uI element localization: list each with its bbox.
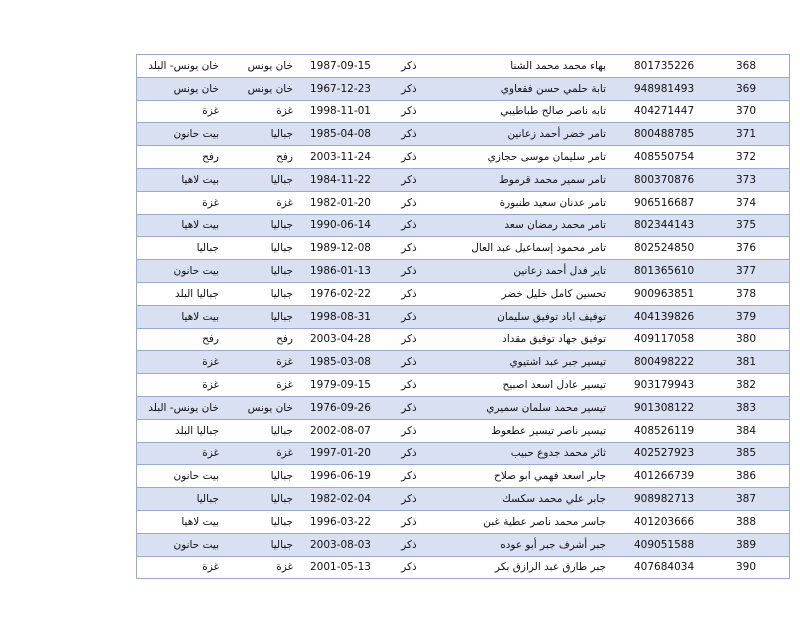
cell-full-name: تامر سمير محمد قرموط bbox=[443, 168, 610, 191]
table-row bbox=[137, 556, 790, 579]
cell-id-number: 401203666 bbox=[610, 510, 724, 533]
cell-governorate: غزة bbox=[223, 100, 297, 123]
cell-id-number: 404139826 bbox=[610, 305, 724, 328]
cell-area: بيت لاهيا bbox=[137, 214, 224, 237]
table-row bbox=[137, 123, 790, 146]
cell-area: بيت حانون bbox=[137, 533, 224, 556]
cell-id-number: 948981493 bbox=[610, 77, 724, 100]
cell-id-number: 404271447 bbox=[610, 100, 724, 123]
cell-area: جباليا البلد bbox=[137, 419, 224, 442]
cell-full-name: تابة حلمي حسن فقعاوي bbox=[443, 77, 610, 100]
cell-gender: ذكر bbox=[375, 488, 443, 511]
cell-area: بيت لاهيا bbox=[137, 510, 224, 533]
table-row bbox=[137, 419, 790, 442]
cell-governorate: خان يونس bbox=[223, 77, 297, 100]
cell-id-number: 801735226 bbox=[610, 55, 724, 78]
cell-area: غزة bbox=[137, 191, 224, 214]
cell-governorate: جباليا bbox=[223, 488, 297, 511]
cell-birth-date: 2003-11-24 bbox=[297, 146, 375, 169]
cell-gender: ذكر bbox=[375, 168, 443, 191]
cell-area: بيت حانون bbox=[137, 465, 224, 488]
cell-gender: ذكر bbox=[375, 510, 443, 533]
cell-gender: ذكر bbox=[375, 305, 443, 328]
cell-full-name: تابه ناصر صالح طباطيبي bbox=[443, 100, 610, 123]
cell-full-name: تامر محمد رمضان سعد bbox=[443, 214, 610, 237]
cell-birth-date: 1996-03-22 bbox=[297, 510, 375, 533]
cell-id-number: 408526119 bbox=[610, 419, 724, 442]
cell-gender: ذكر bbox=[375, 282, 443, 305]
cell-sequence-number: 384 bbox=[724, 419, 790, 442]
cell-sequence-number: 383 bbox=[724, 396, 790, 419]
cell-full-name: تيسير عادل اسعد اصبيح bbox=[443, 374, 610, 397]
table-row bbox=[137, 328, 790, 351]
cell-full-name: جاسر محمد ناصر عطية غبن bbox=[443, 510, 610, 533]
cell-sequence-number: 371 bbox=[724, 123, 790, 146]
cell-full-name: جابر اسعد فهمي ابو صلاح bbox=[443, 465, 610, 488]
cell-sequence-number: 370 bbox=[724, 100, 790, 123]
cell-sequence-number: 382 bbox=[724, 374, 790, 397]
cell-full-name: تيسير ناصر تيسير عطعوط bbox=[443, 419, 610, 442]
cell-sequence-number: 377 bbox=[724, 260, 790, 283]
cell-area: بيت لاهيا bbox=[137, 305, 224, 328]
cell-gender: ذكر bbox=[375, 556, 443, 579]
table-row bbox=[137, 465, 790, 488]
cell-governorate: جباليا bbox=[223, 168, 297, 191]
cell-id-number: 800498222 bbox=[610, 351, 724, 374]
table-row bbox=[137, 100, 790, 123]
cell-area: بيت حانون bbox=[137, 260, 224, 283]
cell-birth-date: 1990-06-14 bbox=[297, 214, 375, 237]
cell-governorate: جباليا bbox=[223, 282, 297, 305]
table-row bbox=[137, 374, 790, 397]
cell-sequence-number: 372 bbox=[724, 146, 790, 169]
cell-gender: ذكر bbox=[375, 533, 443, 556]
cell-sequence-number: 368 bbox=[724, 55, 790, 78]
table-row bbox=[137, 146, 790, 169]
cell-governorate: غزة bbox=[223, 556, 297, 579]
cell-full-name: ثائر محمد جدوع حبيب bbox=[443, 442, 610, 465]
cell-governorate: جباليا bbox=[223, 465, 297, 488]
cell-full-name: تامر محمود إسماعيل عبد العال bbox=[443, 237, 610, 260]
cell-id-number: 401266739 bbox=[610, 465, 724, 488]
cell-gender: ذكر bbox=[375, 442, 443, 465]
cell-birth-date: 1985-03-08 bbox=[297, 351, 375, 374]
cell-area: رفح bbox=[137, 328, 224, 351]
cell-id-number: 800370876 bbox=[610, 168, 724, 191]
cell-governorate: رفح bbox=[223, 328, 297, 351]
cell-full-name: توفيف اياد توفيق سليمان bbox=[443, 305, 610, 328]
cell-birth-date: 1997-01-20 bbox=[297, 442, 375, 465]
cell-governorate: جباليا bbox=[223, 533, 297, 556]
cell-sequence-number: 385 bbox=[724, 442, 790, 465]
cell-sequence-number: 378 bbox=[724, 282, 790, 305]
cell-area: جباليا bbox=[137, 488, 224, 511]
cell-area: غزة bbox=[137, 374, 224, 397]
cell-area: غزة bbox=[137, 442, 224, 465]
cell-sequence-number: 386 bbox=[724, 465, 790, 488]
cell-governorate: غزة bbox=[223, 374, 297, 397]
cell-full-name: جبر طارق عبد الرازق بكر bbox=[443, 556, 610, 579]
cell-birth-date: 2003-08-03 bbox=[297, 533, 375, 556]
cell-birth-date: 1996-06-19 bbox=[297, 465, 375, 488]
table-row bbox=[137, 168, 790, 191]
cell-birth-date: 1998-08-31 bbox=[297, 305, 375, 328]
cell-full-name: تامر سليمان موسى حجازي bbox=[443, 146, 610, 169]
records-body bbox=[137, 55, 790, 579]
cell-sequence-number: 375 bbox=[724, 214, 790, 237]
cell-governorate: جباليا bbox=[223, 123, 297, 146]
cell-birth-date: 2001-05-13 bbox=[297, 556, 375, 579]
cell-full-name: تاير فدل أحمد زعانين bbox=[443, 260, 610, 283]
cell-full-name: تيسير جبر عبد اشتيوي bbox=[443, 351, 610, 374]
cell-id-number: 906516687 bbox=[610, 191, 724, 214]
table-row bbox=[137, 260, 790, 283]
cell-id-number: 801365610 bbox=[610, 260, 724, 283]
table-row bbox=[137, 77, 790, 100]
cell-gender: ذكر bbox=[375, 77, 443, 100]
cell-governorate: جباليا bbox=[223, 510, 297, 533]
cell-sequence-number: 389 bbox=[724, 533, 790, 556]
cell-area: خان يونس- البلد bbox=[137, 396, 224, 419]
cell-area: بيت لاهيا bbox=[137, 168, 224, 191]
cell-sequence-number: 388 bbox=[724, 510, 790, 533]
table-row bbox=[137, 191, 790, 214]
cell-birth-date: 1982-01-20 bbox=[297, 191, 375, 214]
cell-full-name: توفيق جهاد توفيق مقداد bbox=[443, 328, 610, 351]
cell-area: غزة bbox=[137, 556, 224, 579]
cell-gender: ذكر bbox=[375, 123, 443, 146]
cell-full-name: تيسير محمد سلمان سميري bbox=[443, 396, 610, 419]
cell-id-number: 800488785 bbox=[610, 123, 724, 146]
table-row bbox=[137, 214, 790, 237]
table-row bbox=[137, 305, 790, 328]
cell-birth-date: 1976-02-22 bbox=[297, 282, 375, 305]
cell-full-name: جابر علي محمد سكسك bbox=[443, 488, 610, 511]
cell-full-name: تامر عدنان سعيد طنبورة bbox=[443, 191, 610, 214]
cell-governorate: غزة bbox=[223, 191, 297, 214]
cell-governorate: جباليا bbox=[223, 419, 297, 442]
cell-full-name: جبر أشرف جبر أبو عوده bbox=[443, 533, 610, 556]
cell-birth-date: 1985-04-08 bbox=[297, 123, 375, 146]
cell-id-number: 408550754 bbox=[610, 146, 724, 169]
table-row bbox=[137, 282, 790, 305]
cell-governorate: رفح bbox=[223, 146, 297, 169]
cell-area: خان يونس- البلد bbox=[137, 55, 224, 78]
cell-governorate: جباليا bbox=[223, 305, 297, 328]
cell-governorate: خان يونس bbox=[223, 55, 297, 78]
table-row bbox=[137, 488, 790, 511]
cell-id-number: 901308122 bbox=[610, 396, 724, 419]
cell-birth-date: 1998-11-01 bbox=[297, 100, 375, 123]
table-row bbox=[137, 55, 790, 78]
cell-sequence-number: 369 bbox=[724, 77, 790, 100]
cell-id-number: 802524850 bbox=[610, 237, 724, 260]
cell-governorate: غزة bbox=[223, 442, 297, 465]
cell-gender: ذكر bbox=[375, 465, 443, 488]
cell-gender: ذكر bbox=[375, 396, 443, 419]
cell-sequence-number: 374 bbox=[724, 191, 790, 214]
cell-governorate: جباليا bbox=[223, 260, 297, 283]
cell-area: جباليا bbox=[137, 237, 224, 260]
cell-sequence-number: 381 bbox=[724, 351, 790, 374]
cell-birth-date: 2002-08-07 bbox=[297, 419, 375, 442]
cell-gender: ذكر bbox=[375, 328, 443, 351]
cell-birth-date: 1982-02-04 bbox=[297, 488, 375, 511]
cell-area: رفح bbox=[137, 146, 224, 169]
cell-area: غزة bbox=[137, 100, 224, 123]
cell-gender: ذكر bbox=[375, 146, 443, 169]
cell-gender: ذكر bbox=[375, 260, 443, 283]
cell-sequence-number: 373 bbox=[724, 168, 790, 191]
cell-id-number: 409117058 bbox=[610, 328, 724, 351]
cell-id-number: 407684034 bbox=[610, 556, 724, 579]
cell-gender: ذكر bbox=[375, 100, 443, 123]
cell-gender: ذكر bbox=[375, 191, 443, 214]
cell-governorate: غزة bbox=[223, 351, 297, 374]
cell-governorate: جباليا bbox=[223, 237, 297, 260]
cell-birth-date: 1979-09-15 bbox=[297, 374, 375, 397]
cell-id-number: 900963851 bbox=[610, 282, 724, 305]
table-row bbox=[137, 237, 790, 260]
cell-sequence-number: 387 bbox=[724, 488, 790, 511]
cell-gender: ذكر bbox=[375, 374, 443, 397]
cell-gender: ذكر bbox=[375, 214, 443, 237]
cell-birth-date: 1976-09-26 bbox=[297, 396, 375, 419]
cell-id-number: 908982713 bbox=[610, 488, 724, 511]
records-table bbox=[136, 54, 790, 579]
cell-full-name: بهاء محمد محمد الشنا bbox=[443, 55, 610, 78]
table-row bbox=[137, 442, 790, 465]
cell-gender: ذكر bbox=[375, 55, 443, 78]
table-row bbox=[137, 396, 790, 419]
cell-area: غزة bbox=[137, 351, 224, 374]
cell-governorate: جباليا bbox=[223, 214, 297, 237]
cell-governorate: خان يونس bbox=[223, 396, 297, 419]
cell-area: جباليا البلد bbox=[137, 282, 224, 305]
cell-birth-date: 2003-04-28 bbox=[297, 328, 375, 351]
cell-sequence-number: 380 bbox=[724, 328, 790, 351]
cell-gender: ذكر bbox=[375, 351, 443, 374]
cell-area: خان يونس bbox=[137, 77, 224, 100]
table-row bbox=[137, 533, 790, 556]
cell-birth-date: 1986-01-13 bbox=[297, 260, 375, 283]
cell-birth-date: 1987-09-15 bbox=[297, 55, 375, 78]
cell-sequence-number: 376 bbox=[724, 237, 790, 260]
cell-sequence-number: 379 bbox=[724, 305, 790, 328]
cell-full-name: تحسين كامل خليل خضر bbox=[443, 282, 610, 305]
cell-birth-date: 1967-12-23 bbox=[297, 77, 375, 100]
cell-id-number: 802344143 bbox=[610, 214, 724, 237]
cell-full-name: تامر خضر أحمد زعانين bbox=[443, 123, 610, 146]
cell-id-number: 409051588 bbox=[610, 533, 724, 556]
cell-birth-date: 1984-11-22 bbox=[297, 168, 375, 191]
table-row bbox=[137, 510, 790, 533]
cell-area: بيت حانون bbox=[137, 123, 224, 146]
cell-birth-date: 1989-12-08 bbox=[297, 237, 375, 260]
cell-id-number: 903179943 bbox=[610, 374, 724, 397]
cell-gender: ذكر bbox=[375, 419, 443, 442]
table-row bbox=[137, 351, 790, 374]
cell-gender: ذكر bbox=[375, 237, 443, 260]
cell-id-number: 402527923 bbox=[610, 442, 724, 465]
cell-sequence-number: 390 bbox=[724, 556, 790, 579]
